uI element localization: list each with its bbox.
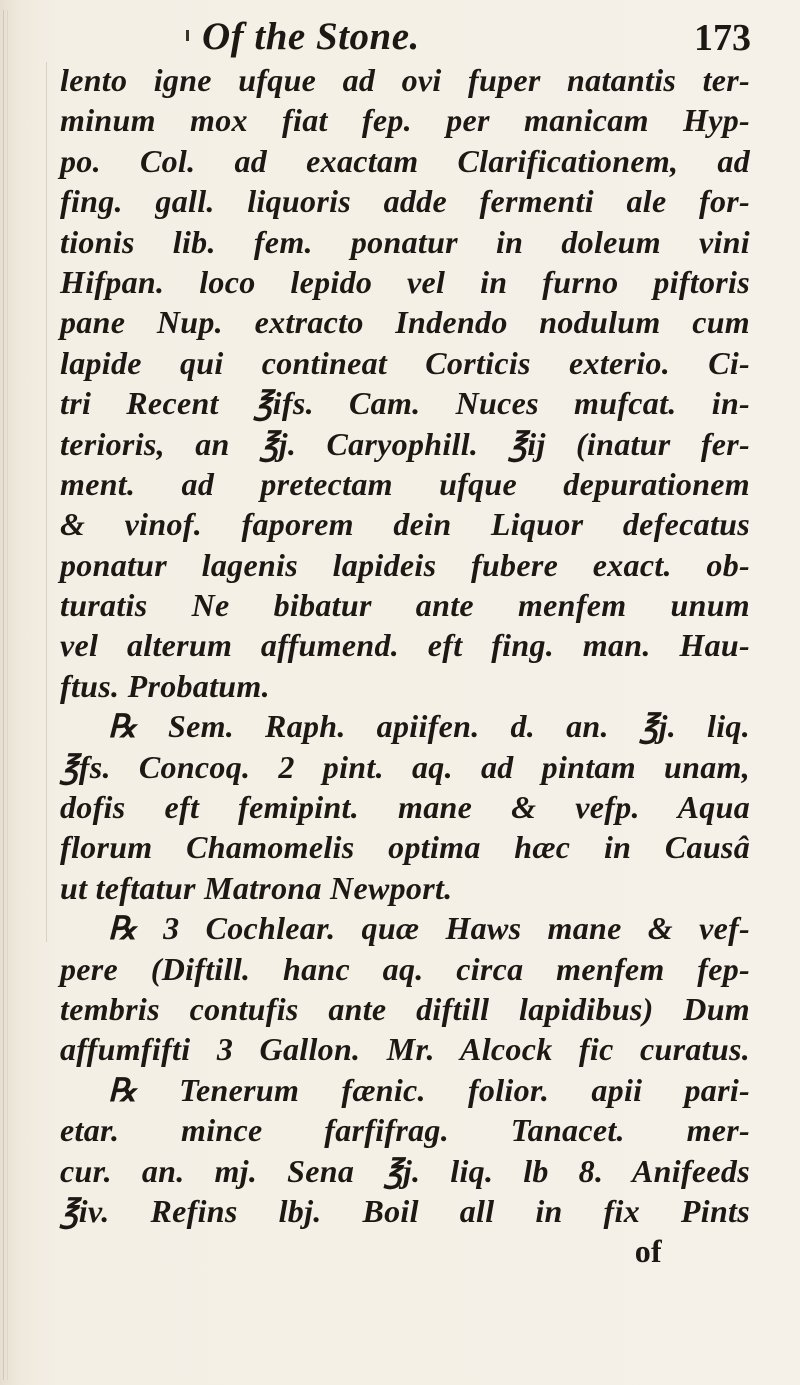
- recipe-line: ℞ Tenerum fænic. folior. apii pari-: [108, 1071, 750, 1108]
- text-line: po. Col. ad exactam Clarificationem, ad: [60, 142, 750, 179]
- page-header: [0, 4, 800, 64]
- recipe-line: ℞ 3 Cochlear. quæ Haws mane & vef-: [108, 910, 750, 947]
- text-line: ℥iv. Refins lbj. Boil all in fix Pints: [60, 1192, 750, 1229]
- text-line: florum Chamomelis optima hæc in Causâ: [60, 829, 750, 866]
- text-line: cur. an. mj. Sena ℥j. liq. lb 8. Anifeeds: [60, 1152, 750, 1189]
- text-line: ment. ad pretectam ufque depurationem: [60, 465, 750, 502]
- text-line: lento igne ufque ad ovi fuper natantis ter-: [60, 62, 750, 98]
- text-line: & vinof. faporem dein Liquor defecatus: [60, 506, 750, 543]
- text-line: ponatur lagenis lapideis fubere exact. ob-: [60, 546, 750, 583]
- page-edge-shadow: [3, 10, 4, 1380]
- text-line: minum mox fiat fep. per manicam Hyp-: [60, 102, 750, 139]
- text-line: turatis Ne bibatur ante menfem unum: [60, 587, 750, 624]
- text-line: Hifpan. loco lepido vel in furno piftoris: [60, 263, 750, 300]
- catchword: of: [634, 1233, 662, 1270]
- header-mark: [186, 30, 189, 41]
- text-line: ut teftatur Matrona Newport.: [60, 869, 453, 906]
- margin-rule: [46, 62, 47, 942]
- recipe-line: ℞ Sem. Raph. apiifen. d. an. ℥j. liq.: [108, 708, 750, 745]
- text-line: tionis lib. fem. ponatur in doleum vini: [60, 223, 750, 260]
- running-head: Of the Stone.: [202, 15, 420, 58]
- text-line: lapide qui contineat Corticis exterio. Ci-: [60, 344, 750, 381]
- text-line: vel alterum affumend. eft fing. man. Hau-: [60, 627, 750, 664]
- text-line: ℥fs. Concoq. 2 pint. aq. ad pintam unam,: [60, 748, 750, 785]
- text-line: ftus. Probatum.: [60, 667, 270, 704]
- body-text: [60, 60, 750, 1272]
- text-line: terioris, an ℥j. Caryophill. ℥ij (inatur fer-: [60, 425, 750, 462]
- text-line: affumfifti 3 Gallon. Mr. Alcock fic curatus.: [60, 1031, 750, 1068]
- text-line: etar. mince farfifrag. Tanacet. mer-: [60, 1112, 750, 1149]
- page-number: 173: [694, 17, 751, 59]
- page-edge-shadow-inner: [7, 10, 8, 1380]
- text-line: dofis eft femipint. mane & vefp. Aqua: [60, 789, 750, 826]
- text-line: tembris contufis ante diftill lapidibus) Dum: [60, 990, 750, 1027]
- text-line: pere (Diftill. hanc aq. circa menfem fep-: [60, 950, 750, 987]
- text-line: fing. gall. liquoris adde fermenti ale for-: [60, 183, 750, 220]
- text-line: pane Nup. extracto Indendo nodulum cum: [60, 304, 750, 341]
- text-line: tri Recent ℥ifs. Cam. Nuces mufcat. in-: [60, 385, 750, 422]
